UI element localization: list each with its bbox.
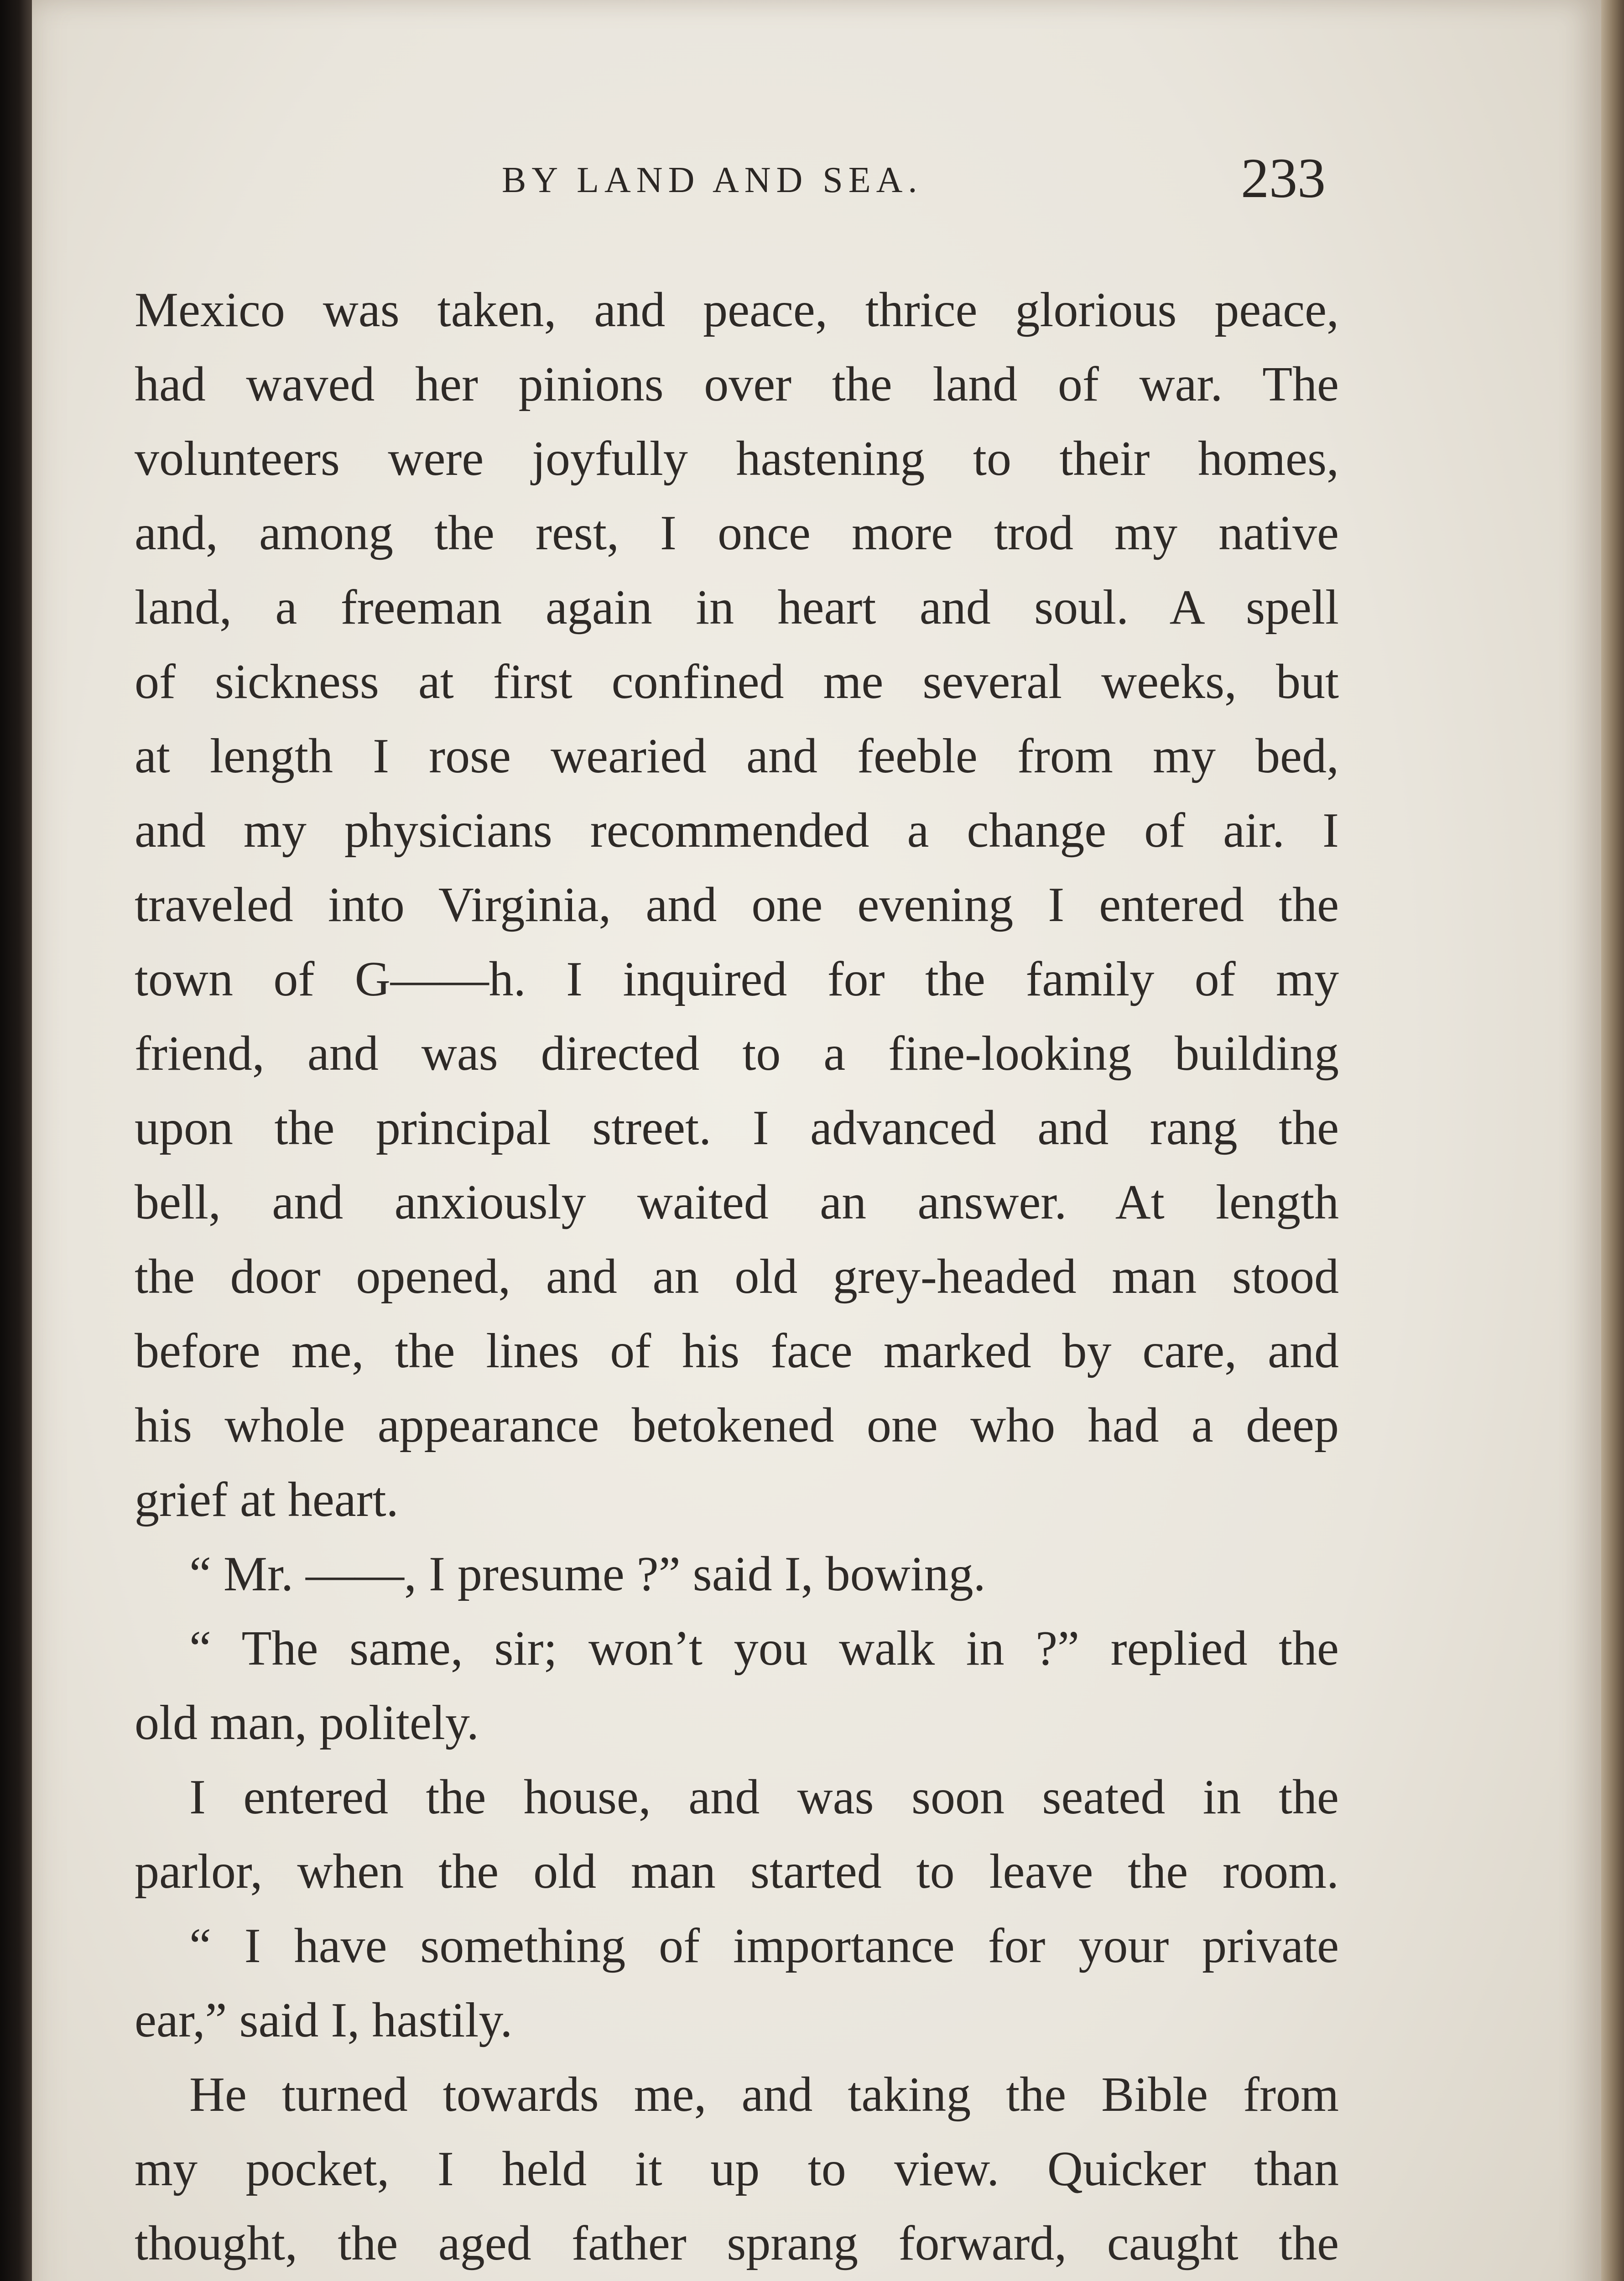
- text-line: at length I rose wearied and feeble from my bed,: [135, 729, 1339, 783]
- running-title: BY LAND AND SEA.: [502, 160, 923, 200]
- text-line: of sickness at first confined me several weeks, but: [135, 655, 1339, 709]
- page-edge-shadow: [1601, 0, 1624, 2281]
- text-line: thought, the aged father sprang forward, caught the: [135, 2216, 1339, 2271]
- text-line: bell, and anxiously waited an answer. At length: [135, 1175, 1339, 1229]
- page-number: 233: [1241, 147, 1326, 209]
- text-line: I entered the house, and was soon seated in the: [189, 1770, 1339, 1824]
- text-line: volunteers were joyfully hastening to their homes,: [135, 432, 1339, 486]
- text-line: He turned towards me, and taking the Bible from: [189, 2067, 1339, 2122]
- text-line: my pocket, I held it up to view. Quicker than: [135, 2142, 1339, 2196]
- text-line: the door opened, and an old grey-headed man stood: [135, 1250, 1339, 1304]
- text-line: ear,” said I, hastily.: [135, 1993, 513, 2047]
- text-line: his whole appearance betokened one who had a deep: [135, 1398, 1339, 1453]
- text-line: “ I have something of importance for your private: [189, 1919, 1339, 1973]
- text-line: town of G——h. I inquired for the family of my: [135, 952, 1339, 1006]
- text-line: parlor, when the old man started to leave the room.: [135, 1844, 1339, 1899]
- book-page: [32, 0, 1601, 2281]
- text-line: grief at heart.: [135, 1473, 399, 1527]
- text-line: upon the principal street. I advanced and rang the: [135, 1101, 1339, 1155]
- text-line: had waved her pinions over the land of war. The: [135, 357, 1339, 411]
- text-line: friend, and was directed to a fine-looking building: [135, 1026, 1339, 1081]
- text-line: “ The same, sir; won’t you walk in ?” replied the: [189, 1621, 1339, 1676]
- text-line: traveled into Virginia, and one evening I entered the: [135, 878, 1339, 932]
- text-line: “ Mr. ——, I presume ?” said I, bowing.: [189, 1547, 986, 1601]
- text-line: old man, politely.: [135, 1696, 479, 1750]
- text-line: land, a freeman again in heart and soul. A spell: [135, 580, 1339, 635]
- text-line: before me, the lines of his face marked by care, and: [135, 1324, 1339, 1378]
- text-line: and my physicians recommended a change of air. I: [135, 803, 1339, 858]
- text-line: Mexico was taken, and peace, thrice glorious peace,: [135, 283, 1339, 337]
- text-line: and, among the rest, I once more trod my native: [135, 506, 1339, 560]
- book-binding-shadow: [0, 0, 32, 2281]
